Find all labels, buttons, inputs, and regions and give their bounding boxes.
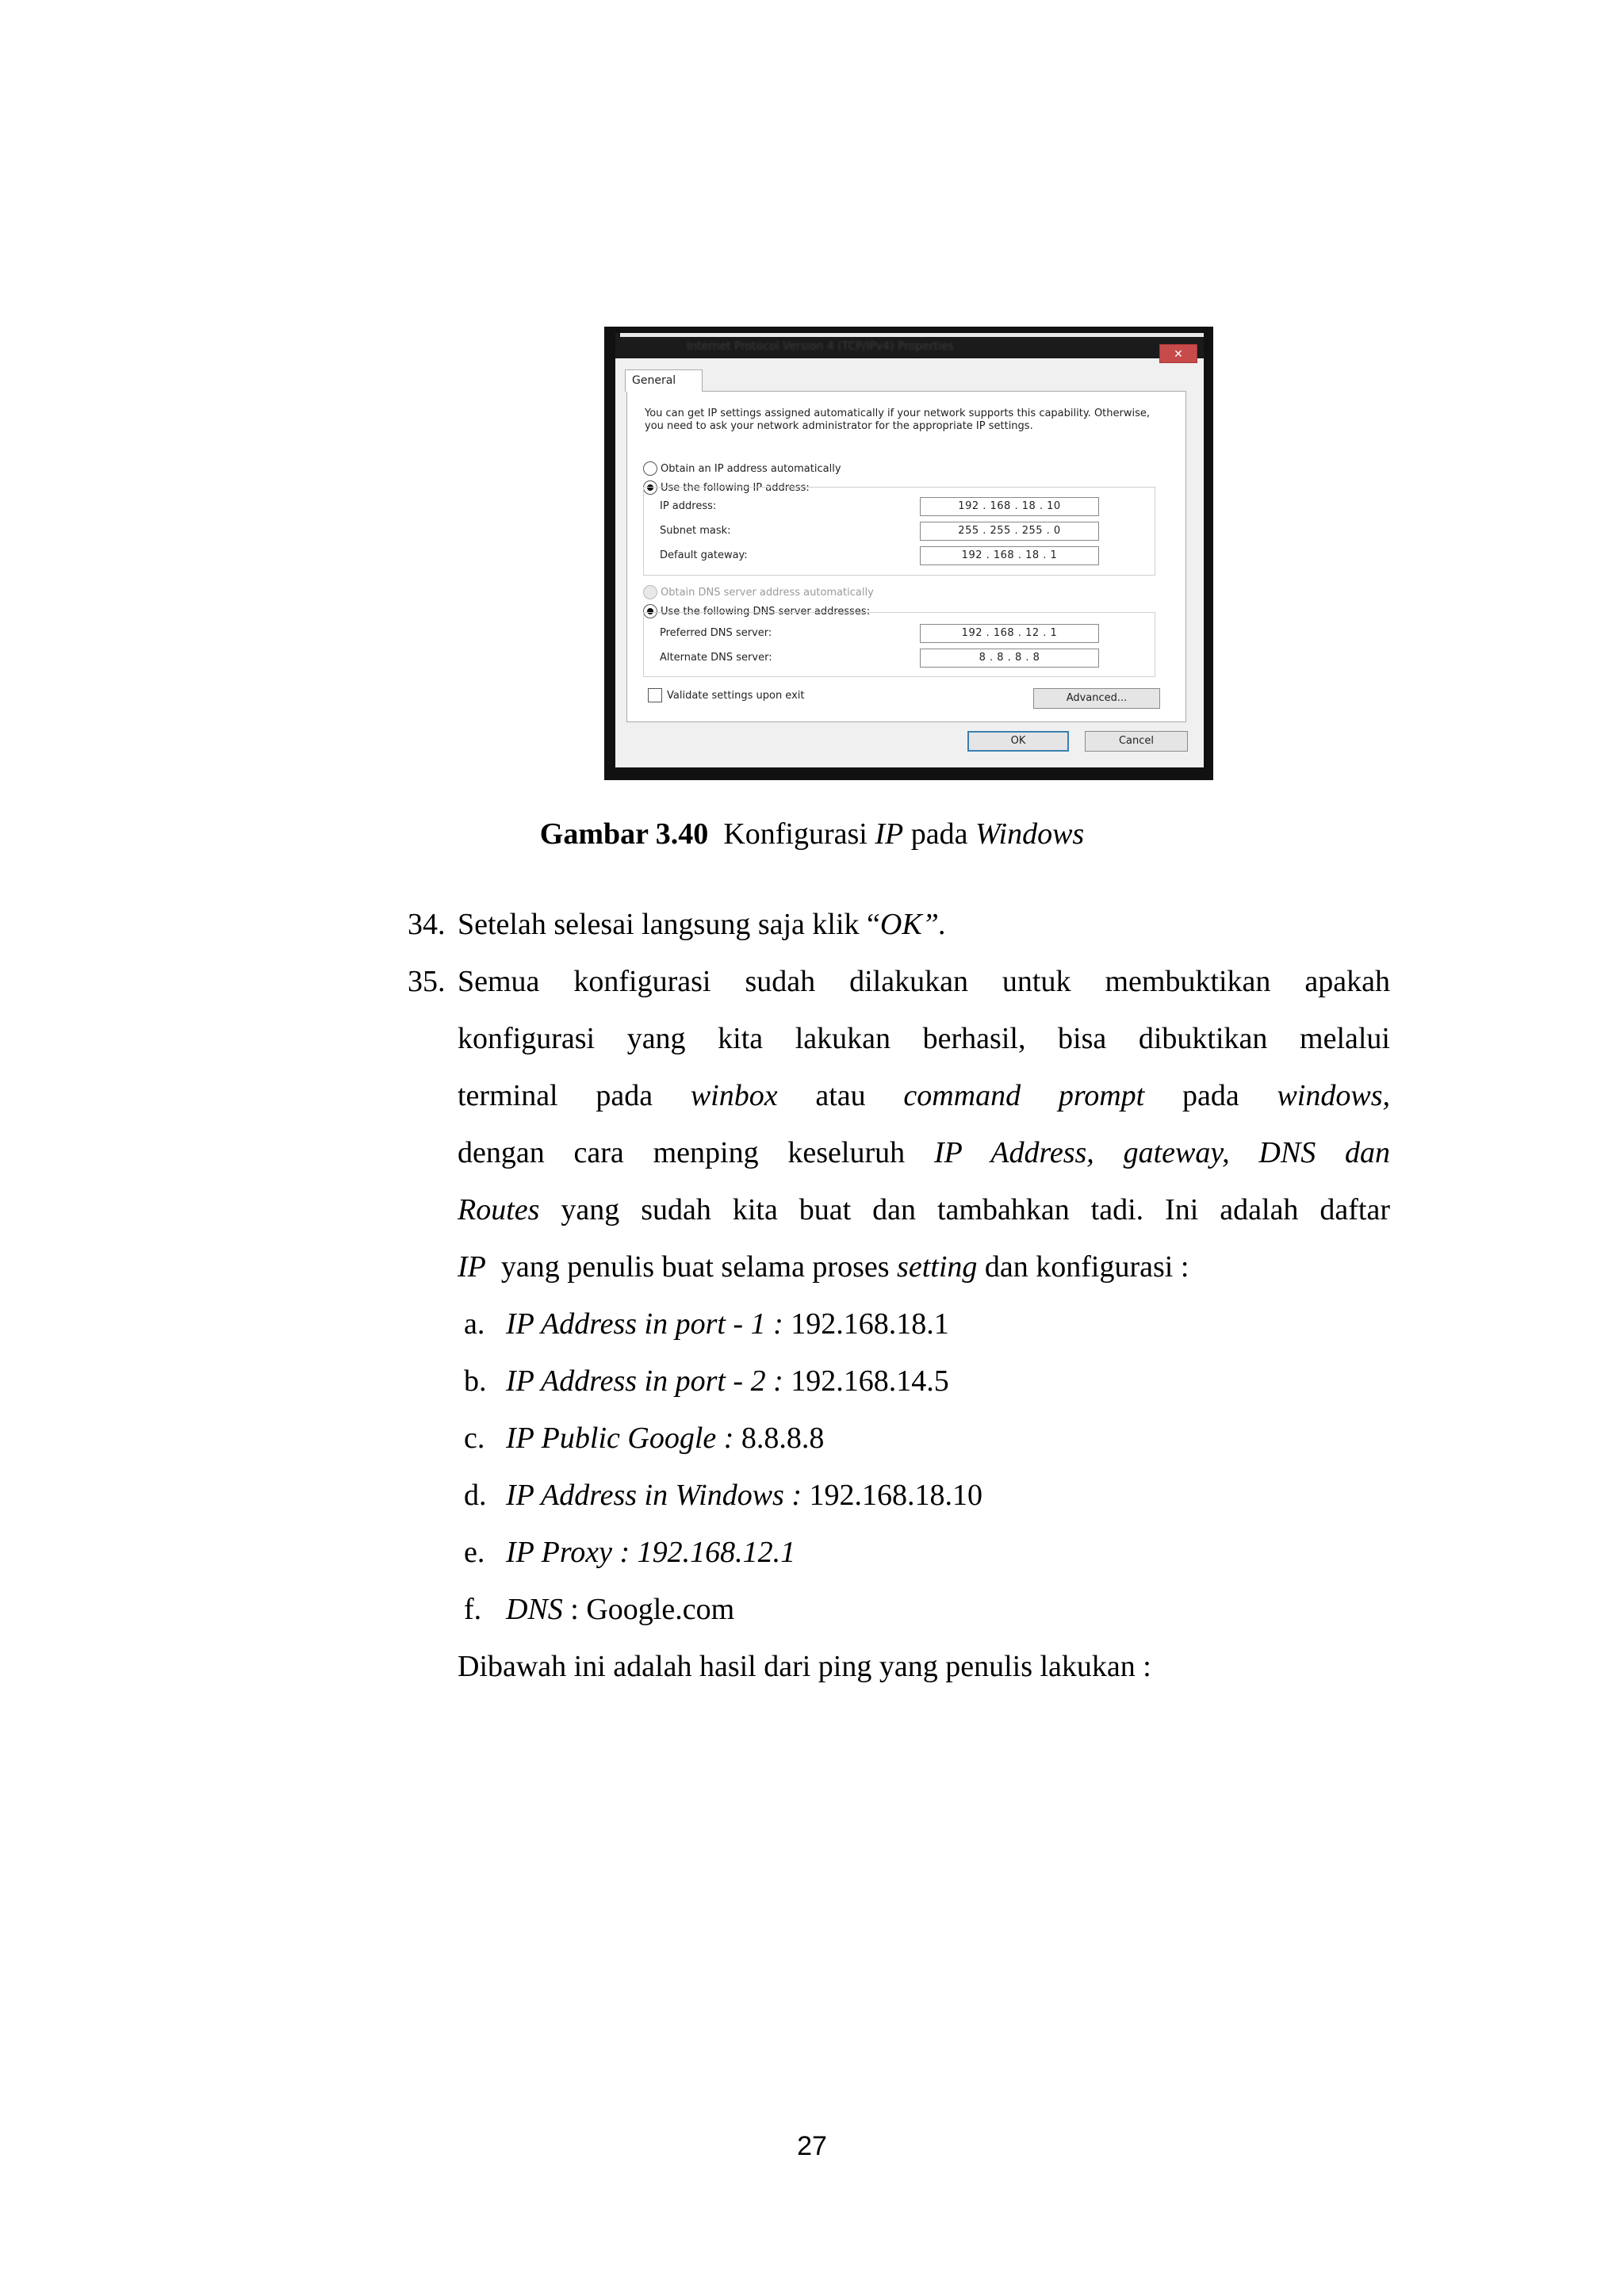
- radio-auto-dns-label: Obtain DNS server address automatically: [661, 586, 874, 599]
- l3-windows: windows,: [1277, 1079, 1390, 1112]
- radio-auto-ip-label: Obtain an IP address automatically: [661, 462, 841, 475]
- preferred-dns-field[interactable]: 192 . 168 . 12 . 1: [920, 624, 1099, 643]
- alternate-dns-label: Alternate DNS server:: [660, 652, 772, 664]
- closing-text: Dibawah ini adalah hasil dari ping yang penulis lakukan :: [458, 1650, 1151, 1683]
- list-value: 192.168.18.1: [791, 1307, 949, 1341]
- step-35-number: 35.: [408, 965, 446, 998]
- radio-manual-dns-label: Use the following DNS server addresses:: [661, 605, 871, 618]
- list-label: IP Proxy : 192.168.12.1: [506, 1536, 796, 1569]
- intro-text: You can get IP settings assigned automatically if your network supports this capability. Otherwise, you need to ask your network administrator for the appropriate IP settings.: [645, 408, 1150, 432]
- default-gateway-row: [660, 546, 1136, 565]
- step-34-text: Setelah selesai langsung saja klik “: [458, 908, 880, 941]
- default-gateway-field[interactable]: 192 . 168 . 18 . 1: [920, 546, 1099, 565]
- l4-b: IP Address, gateway, DNS dan: [933, 1136, 1391, 1169]
- step-35-line-1: Semua konfigurasi sudah dilakukan untuk membuktikan apakah: [458, 965, 1390, 998]
- page-number: 27: [797, 2131, 827, 2161]
- cancel-button[interactable]: Cancel: [1085, 731, 1188, 752]
- list-item: [464, 1410, 824, 1467]
- l6-b: yang penulis buat selama proses: [500, 1250, 890, 1284]
- validate-label: Validate settings upon exit: [667, 689, 805, 702]
- step-34-number: 34.: [408, 908, 446, 941]
- list-letter: e.: [464, 1536, 485, 1569]
- list-label: IP Address in Windows :: [506, 1479, 802, 1512]
- ip-address-group: [643, 487, 1155, 576]
- figure-caption: [0, 817, 1624, 851]
- ip-settings-screenshot: [604, 327, 1213, 780]
- step-35-line-5: [458, 1181, 1390, 1238]
- l5-routes: Routes: [458, 1193, 540, 1226]
- subnet-mask-field[interactable]: 255 . 255 . 255 . 0: [920, 522, 1099, 541]
- list-letter: a.: [464, 1307, 485, 1341]
- subnet-mask-label: Subnet mask:: [660, 525, 731, 537]
- list-value: 8.8.8.8: [741, 1422, 825, 1455]
- preferred-dns-row: [660, 624, 1136, 643]
- list-item: [464, 1467, 982, 1524]
- list-label: IP Public Google :: [506, 1422, 734, 1455]
- list-letter: b.: [464, 1364, 487, 1398]
- ip-address-field[interactable]: 192 . 168 . 18 . 10: [920, 497, 1099, 516]
- list-letter: f.: [464, 1593, 482, 1626]
- step-35-line-6: [458, 1238, 1390, 1295]
- dialog-title: Internet Protocol Version 4 (TCP/IPv4) Properties: [687, 340, 954, 353]
- caption-windows: Windows: [975, 817, 1085, 851]
- caption-text-2: pada: [910, 817, 968, 851]
- l3-command-prompt: command prompt: [903, 1079, 1145, 1112]
- step-34-body: [458, 896, 1390, 953]
- list-item: [464, 1295, 949, 1353]
- list-letter: c.: [464, 1422, 485, 1455]
- radio-row-auto-ip[interactable]: [643, 461, 841, 476]
- titlebar-edge: [620, 333, 1204, 337]
- subnet-mask-row: [660, 522, 1136, 541]
- list-label: IP Address in port - 1 :: [506, 1307, 783, 1341]
- l4-a: dengan cara menping keseluruh: [458, 1136, 906, 1169]
- l3-a: terminal pada: [458, 1079, 653, 1112]
- radio-row-auto-dns[interactable]: [643, 585, 874, 599]
- validate-checkbox[interactable]: [648, 688, 662, 702]
- list-value: : Google.com: [570, 1593, 735, 1626]
- ok-button[interactable]: OK: [967, 731, 1069, 752]
- default-gateway-label: Default gateway:: [660, 549, 748, 561]
- dialog-titlebar: [615, 333, 1204, 358]
- list-item: [464, 1353, 949, 1410]
- l5-b: yang sudah kita buat dan tambahkan tadi. Ini adalah daftar: [561, 1193, 1390, 1226]
- ip-address-row: [660, 497, 1136, 516]
- l3-winbox: winbox: [690, 1079, 778, 1112]
- list-item: [464, 1524, 795, 1581]
- l6-d: dan konfigurasi :: [984, 1250, 1189, 1284]
- step-35-line-3: [458, 1067, 1390, 1124]
- l3-e: pada: [1182, 1079, 1239, 1112]
- caption-ip: IP: [875, 817, 904, 851]
- l6-ip: IP: [458, 1250, 486, 1284]
- list-item: [464, 1581, 734, 1638]
- step-34-ok: OK”.: [879, 908, 947, 941]
- list-value: 192.168.14.5: [791, 1364, 949, 1398]
- list-label: IP Address in port - 2 :: [506, 1364, 783, 1398]
- l3-c: atau: [815, 1079, 866, 1112]
- preferred-dns-label: Preferred DNS server:: [660, 627, 772, 639]
- list-letter: d.: [464, 1479, 487, 1512]
- caption-text-1: Konfigurasi: [723, 817, 868, 851]
- alternate-dns-field[interactable]: 8 . 8 . 8 . 8: [920, 649, 1099, 668]
- validate-row[interactable]: [648, 688, 804, 702]
- step-35-line-2: konfigurasi yang kita lakukan berhasil, bisa dibuktikan melalui: [458, 1022, 1390, 1055]
- radio-manual-ip-label: Use the following IP address:: [661, 481, 810, 494]
- advanced-button[interactable]: Advanced...: [1033, 688, 1160, 709]
- general-panel: [626, 391, 1186, 722]
- step-35-line-4: [458, 1124, 1390, 1181]
- close-button[interactable]: ✕: [1159, 344, 1197, 363]
- alternate-dns-row: [660, 649, 1136, 668]
- radio-auto-dns[interactable]: [643, 585, 657, 599]
- dns-group: [643, 612, 1155, 677]
- list-value: 192.168.18.10: [809, 1479, 982, 1512]
- figure-label: Gambar 3.40: [539, 817, 709, 851]
- tab-general[interactable]: General: [625, 369, 703, 392]
- ipv4-properties-dialog: [615, 333, 1204, 767]
- ip-address-label: IP address:: [660, 500, 717, 512]
- radio-auto-ip[interactable]: [643, 461, 657, 476]
- step-35-body: [458, 953, 1390, 1295]
- l6-setting: setting: [897, 1250, 978, 1284]
- list-label: DNS: [506, 1593, 563, 1626]
